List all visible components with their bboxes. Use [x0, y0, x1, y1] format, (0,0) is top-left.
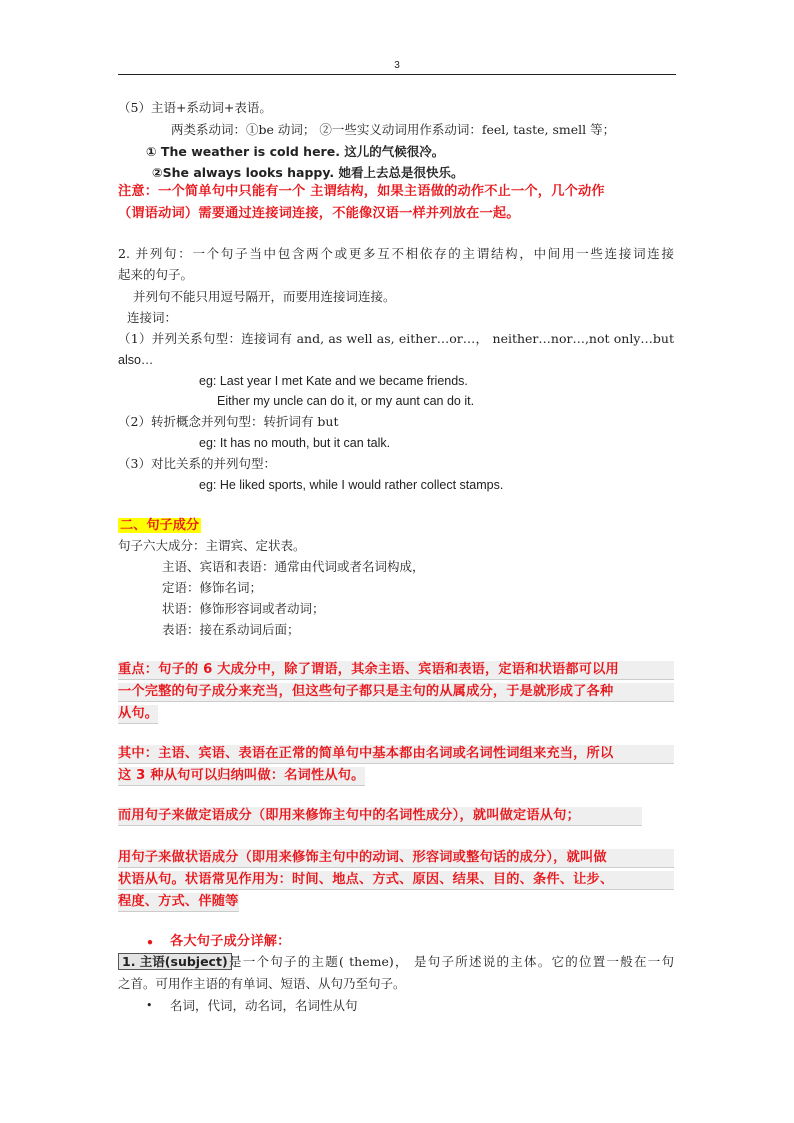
s5-heading: （5）主语+系动词+表语。 — [118, 100, 272, 115]
section2-heading: 二、句子成分 — [120, 518, 200, 533]
adverbial-line2: 状语从句。状语常见作用为：时间、地点、方式、原因、结果、目的、条件、让步、 — [118, 871, 674, 890]
section2-intro: 句子六大成分：主谓宾、定状表。 — [118, 538, 306, 553]
key-point-line2: 一个完整的句子成分来充当，但这些句子都只是主句的从属成分，于是就形成了各种 — [118, 683, 674, 702]
key-point-line3: 从句。 — [118, 705, 158, 724]
compound-connectors-label: 连接词： — [127, 310, 178, 325]
compound-definition-line1: 2. 并列句：一个句子当中包含两个或更多互不相依存的主谓结构，中间用一些连接词连接 — [118, 246, 674, 261]
compound-type1-example1: eg: Last year I met Kate and we became friends. — [199, 374, 468, 388]
section2-item-4: 表语：接在系动词后面； — [162, 622, 300, 637]
adverbial-line1: 用句子来做状语成分（即用来修饰主句中的动词、形容词或整句话的成分），就叫做 — [118, 849, 674, 868]
compound-type1-line1: （1）并列关系句型：连接词有 and, as well as, either…or…， neither…nor…,not only…but — [118, 331, 674, 346]
key-point-line1: 重点：句子的 6 大成分中，除了谓语，其余主语、宾语和表语，定语和状语都可以用 — [118, 661, 674, 680]
compound-type2-example: eg: It has no mouth, but it can talk. — [199, 436, 391, 450]
section2-item-2: 定语：修饰名词； — [162, 580, 263, 595]
page-number: 3 — [394, 60, 400, 71]
attributive-clause-line: 而用句子来做定语成分（即用来修饰主句中的名词性成分），就叫做定语从句； — [118, 807, 642, 826]
subject-bullet: 名词，代词，动名词，名词性从句 — [170, 998, 358, 1013]
adverbial-line3: 程度、方式、伴随等 — [118, 893, 239, 912]
s5-note-line1: 注意：一个简单句中只能有一个 主谓结构，如果主语做的动作不止一个，几个动作 — [118, 184, 605, 199]
subject-bullet-marker: • — [146, 999, 153, 1012]
among-line1: 其中：主语、宾语、表语在正常的简单句中基本都由名词或名词性词组来充当，所以 — [118, 745, 674, 764]
compound-type1-line2: also… — [118, 353, 154, 367]
subject-label: 1. 主语(subject) — [118, 953, 232, 970]
compound-type2: （2）转折概念并列句型：转折词有 but — [118, 414, 339, 429]
section2-item-3: 状语：修饰形容词或者动词； — [162, 601, 325, 616]
among-line2: 这 3 种从句可以归纳叫做：名词性从句。 — [118, 767, 365, 786]
compound-type3-example: eg: He liked sports, while I would rather collect stamps. — [199, 478, 504, 492]
compound-comma-rule: 并列句不能只用逗号隔开，而要用连接词连接。 — [133, 289, 396, 304]
s5-example-1: ① The weather is cold here. 这儿的气候很冷。 — [146, 144, 445, 159]
detail-bullet-marker: • — [146, 935, 155, 950]
header-rule — [118, 74, 676, 75]
compound-type1-example2: Either my uncle can do it, or my aunt can do it. — [217, 394, 475, 408]
subject-definition-line2: 之首。可用作主语的有单词、短语、从句乃至句子。 — [118, 976, 406, 991]
compound-type3: （3）对比关系的并列句型： — [118, 456, 276, 471]
detail-bullet: 各大句子成分详解： — [170, 934, 291, 949]
section2-item-1: 主语、宾语和表语：通常由代词或者名词构成， — [162, 559, 425, 574]
s5-linking-verb-types: 两类系动词：①be 动词； ②一些实义动词用作系动词：feel, taste, smell 等； — [171, 122, 616, 137]
compound-definition-line2: 起来的句子。 — [118, 267, 194, 282]
s5-note-line2: （谓语动词）需要通过连接词连接，不能像汉语一样并列放在一起。 — [118, 206, 520, 221]
subject-definition-line1: 是一个句子的主题( theme)， 是句子所述说的主体。它的位置一般在一句 — [229, 954, 674, 969]
s5-example-2: ②She always looks happy. 她看上去总是很快乐。 — [152, 165, 464, 180]
